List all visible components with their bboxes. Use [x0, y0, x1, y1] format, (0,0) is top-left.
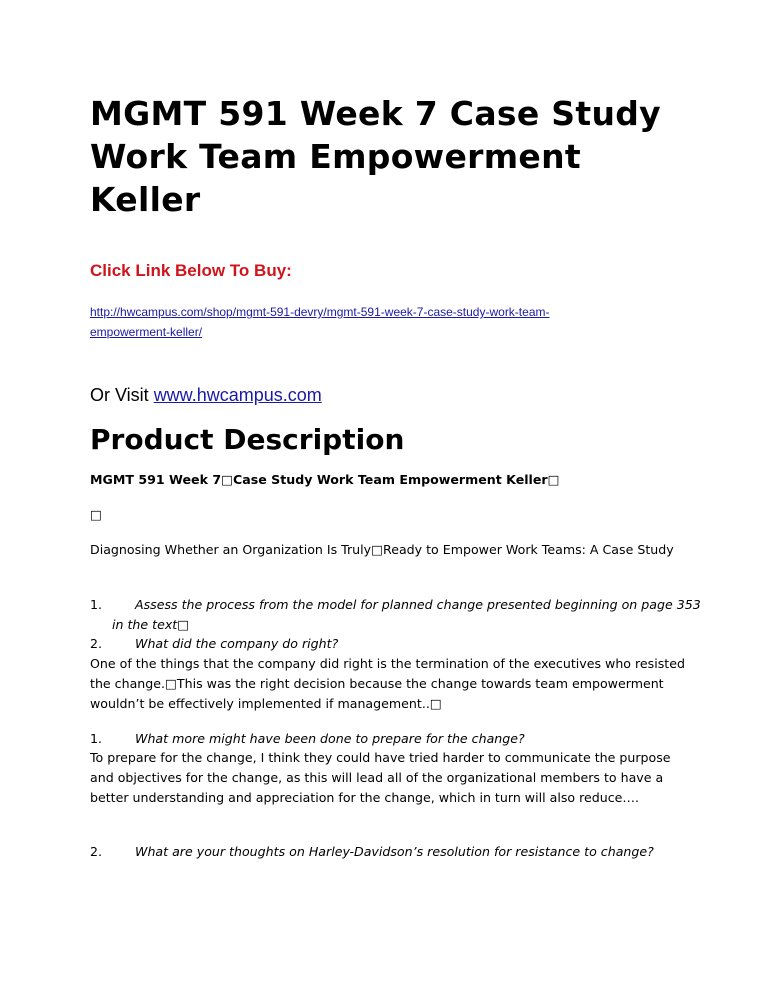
question-3	[90, 729, 685, 749]
list-number: 1.	[90, 731, 103, 746]
question-2	[90, 634, 685, 654]
placeholder-glyph: □	[90, 507, 102, 522]
list-number: 2.	[90, 844, 103, 859]
document-title	[90, 92, 690, 221]
question-text: What did the company do right?	[135, 636, 339, 651]
visit-prefix: Or Visit	[90, 385, 154, 405]
answer-3: To prepare for the change, I think they could have tried harder to communicate the purpose and objectives for the change, as this will lead all of the organizational members to have a better understanding and appreciation for the change, which in turn will also reduce….	[90, 750, 671, 805]
title-line: MGMT 591 Week 7 Case Study	[90, 94, 661, 133]
buy-link[interactable]: http://hwcampus.com/shop/mgmt-591-devry/mgmt-591-week-7-case-study-work-team-empowerment-keller/	[90, 305, 550, 339]
product-title: MGMT 591 Week 7□Case Study Work Team Empowerment Keller□	[90, 472, 560, 487]
visit-line	[90, 385, 690, 406]
intro-paragraph: Diagnosing Whether an Organization Is Truly□Ready to Empower Work Teams: A Case Study	[90, 542, 674, 557]
question-4	[90, 842, 672, 862]
section-heading: Product Description	[90, 423, 405, 456]
hwcampus-link[interactable]: www.hwcampus.com	[153, 385, 322, 405]
question-text: Assess the process from the model for planned change presented beginning on page 353 in the text□	[112, 597, 701, 632]
title-line: Keller	[90, 180, 201, 219]
buy-url-container	[90, 302, 620, 342]
list-number: 2.	[90, 636, 103, 651]
list-number: 1.	[90, 597, 103, 612]
title-line: Work Team Empowerment	[90, 137, 581, 176]
question-text: What more might have been done to prepare for the change?	[135, 731, 525, 746]
question-1	[90, 595, 707, 635]
question-text: What are your thoughts on Harley-Davidson’s resolution for resistance to change?	[135, 844, 654, 859]
buy-label: Click Link Below To Buy:	[90, 261, 292, 280]
answer-2: One of the things that the company did right is the termination of the executives who resisted the change.□This was the right decision because the change towards team empowerment wouldn’t be effectively implemented if management..□	[90, 656, 685, 711]
